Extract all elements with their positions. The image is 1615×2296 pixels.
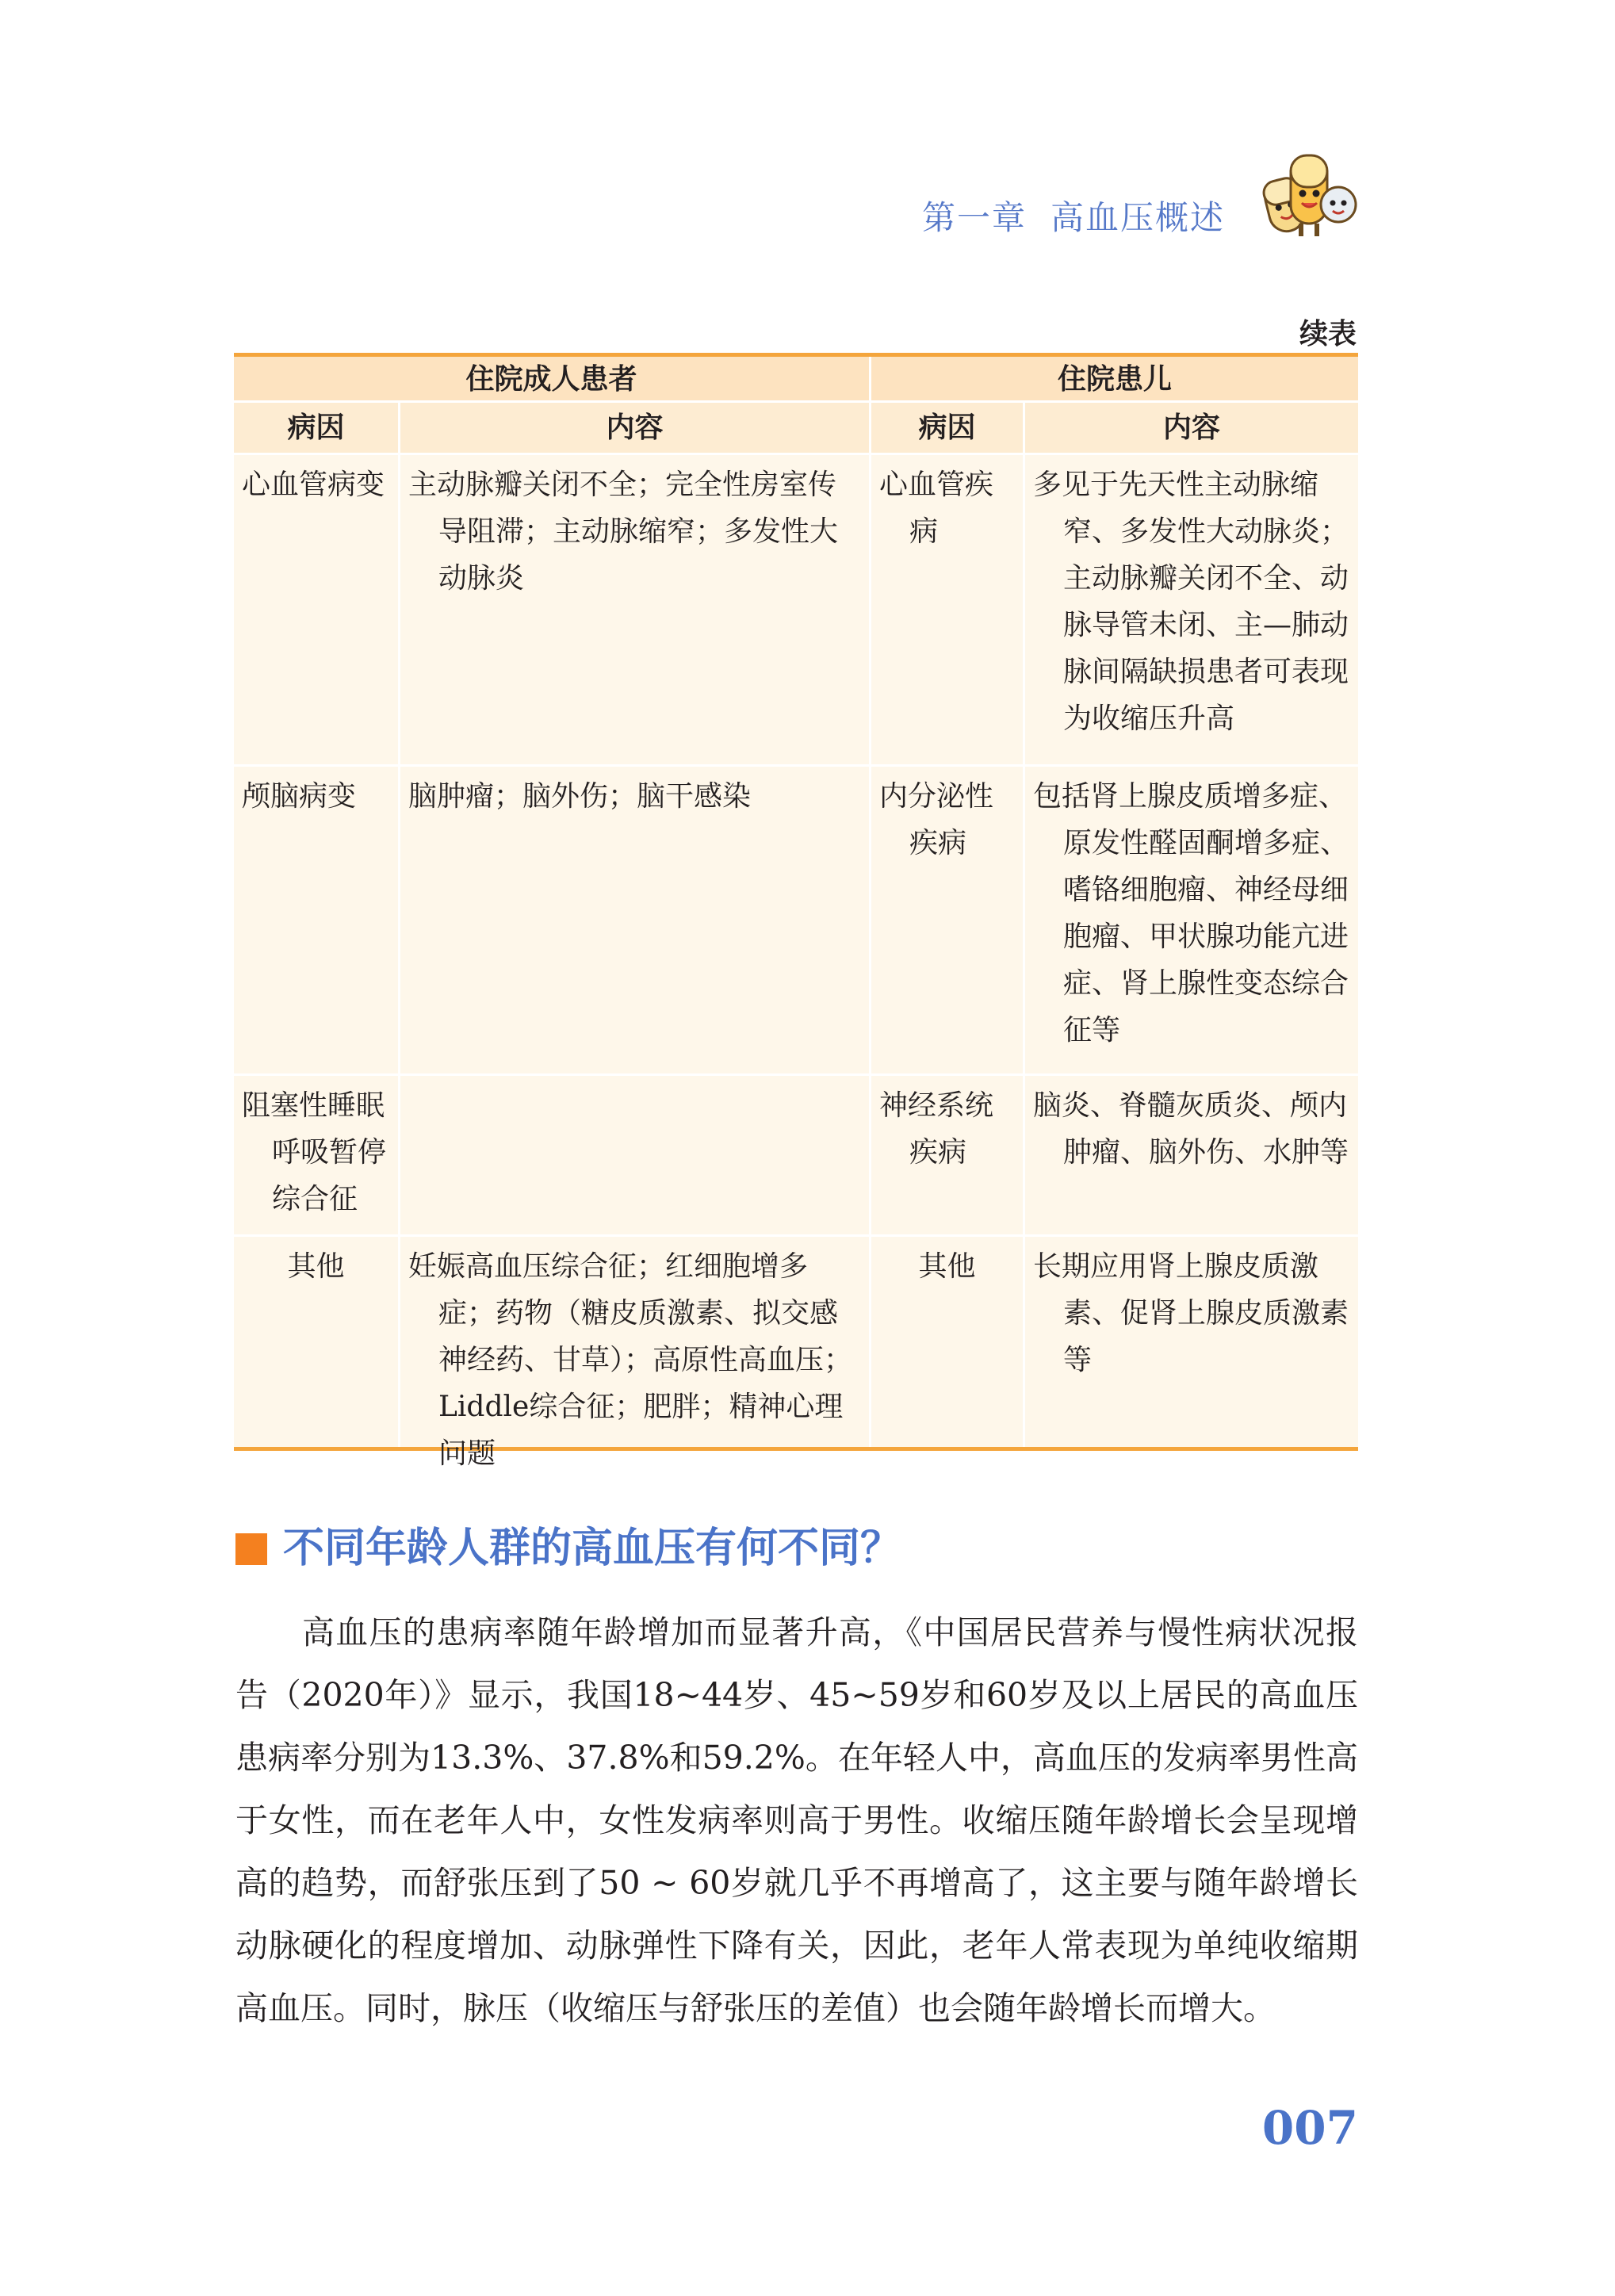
table-column-header-row [234,403,1358,453]
child-content-cell: 长期应用肾上腺皮质激素、促肾上腺皮质激素等 [1033,1250,1349,1376]
continued-table-label: 续表 [1299,318,1357,350]
adult-content-cell: 脑肿瘤；脑外伤；脑干感染 [400,767,871,1073]
table-column-header: 病因 [871,403,1025,453]
adult-cause-cell: 阻塞性睡眠呼吸暂停综合征 [234,1076,400,1234]
body-paragraph: 高血压的患病率随年龄增加而显著升高，《中国居民营养与慢性病状况报告（2020年）》显示，我国18~44岁、45~59岁和60岁及以上居民的高血压患病率分别为13.3%、37.8%和59.2%。在年轻人中，高血压的发病率男性高于女性，而在老年人中，女性发病率则高于男性。收缩压随年龄增长会呈现增高的趋势，而舒张压到了50 ~ 60岁就几乎不再增高了，这主要与随年龄增长动脉硬化的程度增加、动脉弹性下降有关，因此，老年人常表现为单纯收缩期高血压。同时，脉压（收缩压与舒张压的差值）也会随年龄增长而增大。 [235,1613,1358,2027]
table-group-header: 住院成人患者 [234,357,871,403]
running-header [922,192,1225,239]
table-group-header-row [234,357,1358,403]
child-cause-cell: 心血管疾病 [871,455,1025,764]
table-row [234,453,1358,764]
table-row [234,1073,1358,1234]
child-content-cell: 多见于先天性主动脉缩窄、多发性大动脉炎；主动脉瓣关闭不全、动脉导管未闭、主—肺动脉间隔缺损患者可表现为收缩压升高 [1033,469,1349,735]
table-group-header: 住院患儿 [871,357,1358,403]
table-row [234,1234,1358,1470]
adult-content-cell: 妊娠高血压综合征；红细胞增多症；药物（糖皮质激素、拟交感神经药、甘草）；高原性高血压；Liddle综合征；肥胖；精神心理问题 [400,1237,871,1447]
child-content-cell: 脑炎、脊髓灰质炎、颅内肿瘤、脑外伤、水肿等 [1033,1089,1349,1169]
orange-square-bullet-icon [235,1533,267,1565]
chapter-number: 第一章 [922,198,1028,237]
table-column-header: 内容 [1025,403,1358,453]
adult-content-cell: 主动脉瓣关闭不全；完全性房室传导阻滞；主动脉缩窄；多发性大动脉炎 [400,455,871,764]
adult-cause-cell: 其他 [234,1237,400,1447]
table-row [234,764,1358,1073]
page-number: 007 [1261,2101,1358,2155]
section-heading-text: 不同年龄人群的高血压有何不同？ [283,1525,902,1572]
child-cause-cell: 内分泌性疾病 [871,767,1025,1073]
child-content-cell: 包括肾上腺皮质增多症、原发性醛固酮增多症、嗜铬细胞瘤、神经母细胞瘤、甲状腺功能亢进症、肾上腺性变态综合征等 [1033,780,1349,1047]
section-heading [235,1514,901,1574]
child-cause-cell: 神经系统疾病 [871,1076,1025,1234]
adult-content-cell [400,1076,871,1234]
table-column-header: 病因 [234,403,400,453]
pill-mascots-icon [1253,149,1357,243]
chapter-title: 高血压概述 [1051,198,1226,237]
child-cause-cell: 其他 [871,1237,1025,1447]
adult-cause-cell: 颅脑病变 [234,767,400,1073]
etiology-table [234,353,1358,1470]
table-column-header: 内容 [400,403,871,453]
adult-cause-cell: 心血管病变 [234,455,400,764]
